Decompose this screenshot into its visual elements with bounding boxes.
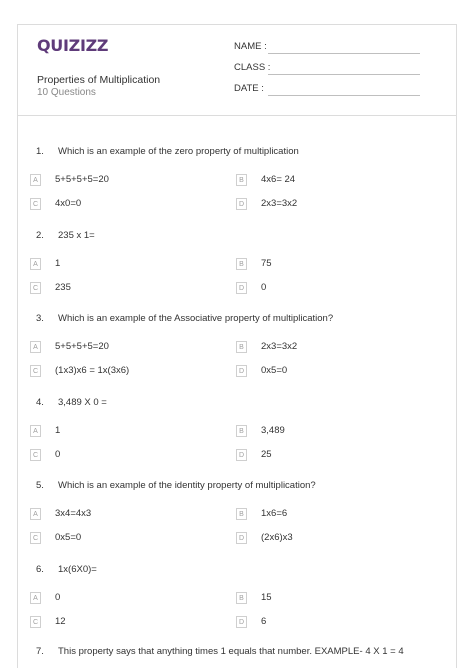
option-text: 15 bbox=[261, 592, 272, 603]
option-letter-box: A bbox=[30, 341, 41, 353]
option-letter-box: C bbox=[30, 365, 41, 377]
option-letter-box: D bbox=[236, 282, 247, 294]
option-letter-box: C bbox=[30, 532, 41, 544]
option-letter-box: D bbox=[236, 616, 247, 628]
option-text: 0 bbox=[261, 282, 267, 293]
option-text: 75 bbox=[261, 258, 272, 269]
option-letter-box: B bbox=[236, 592, 247, 604]
option-text: 12 bbox=[55, 616, 66, 627]
option-text: 25 bbox=[261, 449, 272, 460]
question-number: 1. bbox=[36, 146, 44, 157]
option-text: 3x4=4x3 bbox=[55, 508, 92, 519]
question-number: 2. bbox=[36, 230, 44, 241]
option-text: 235 bbox=[55, 282, 71, 293]
option-letter-box: A bbox=[30, 174, 41, 186]
question-text: 235 x 1= bbox=[58, 230, 95, 241]
option-letter-box: C bbox=[30, 282, 41, 294]
option-text: 0 bbox=[55, 449, 61, 460]
class-label: CLASS : bbox=[234, 62, 271, 73]
option-letter-box: B bbox=[236, 508, 247, 520]
option-text: (1x3)x6 = 1x(3x6) bbox=[55, 365, 130, 376]
question-text: 1x(6X0)= bbox=[58, 564, 97, 575]
option-letter-box: A bbox=[30, 258, 41, 270]
option-letter-box: A bbox=[30, 425, 41, 437]
option-text: 1x6=6 bbox=[261, 508, 288, 519]
date-line bbox=[268, 95, 420, 96]
question-text: Which is an example of the identity property of multiplication? bbox=[58, 480, 316, 491]
option-letter-box: C bbox=[30, 449, 41, 461]
option-letter-box: B bbox=[236, 258, 247, 270]
option-text: (2x6)x3 bbox=[261, 532, 293, 543]
date-label: DATE : bbox=[234, 83, 264, 94]
question-text: Which is an example of the Associative property of multiplication? bbox=[58, 313, 334, 324]
question-text: 3,489 X 0 = bbox=[58, 397, 107, 408]
option-letter-box: D bbox=[236, 532, 247, 544]
option-text: 4x6= 24 bbox=[261, 174, 296, 185]
option-text: 1 bbox=[55, 425, 61, 436]
option-letter-box: B bbox=[236, 341, 247, 353]
option-text: 3,489 bbox=[261, 425, 285, 436]
question-number: 6. bbox=[36, 564, 44, 575]
option-text: 5+5+5+5=20 bbox=[55, 341, 109, 352]
name-label: NAME : bbox=[234, 41, 267, 52]
option-letter-box: B bbox=[236, 174, 247, 186]
option-text: 4x0=0 bbox=[55, 198, 82, 209]
question-text: Which is an example of the zero property of multiplication bbox=[58, 146, 299, 157]
worksheet-title: Properties of Multiplication bbox=[37, 74, 161, 86]
option-letter-box: C bbox=[30, 198, 41, 210]
option-letter-box: D bbox=[236, 365, 247, 377]
option-text: 1 bbox=[55, 258, 61, 269]
quizizz-logo: QUIZIZZ bbox=[37, 36, 109, 55]
class-line bbox=[268, 74, 420, 75]
option-text: 0x5=0 bbox=[261, 365, 288, 376]
option-text: 0 bbox=[55, 592, 61, 603]
question-number: 4. bbox=[36, 397, 44, 408]
question-number: 3. bbox=[36, 313, 44, 324]
question-count: 10 Questions bbox=[37, 87, 96, 98]
question-number: 7. bbox=[36, 646, 44, 657]
option-text: 5+5+5+5=20 bbox=[55, 174, 109, 185]
option-text: 2x3=3x2 bbox=[261, 341, 298, 352]
option-text: 6 bbox=[261, 616, 267, 627]
option-letter-box: A bbox=[30, 508, 41, 520]
name-line bbox=[268, 53, 420, 54]
option-letter-box: A bbox=[30, 592, 41, 604]
option-text: 2x3=3x2 bbox=[261, 198, 298, 209]
option-text: 0x5=0 bbox=[55, 532, 82, 543]
question-number: 5. bbox=[36, 480, 44, 491]
option-letter-box: B bbox=[236, 425, 247, 437]
option-letter-box: D bbox=[236, 198, 247, 210]
option-letter-box: D bbox=[236, 449, 247, 461]
option-letter-box: C bbox=[30, 616, 41, 628]
question-text: This property says that anything times 1 equals that number. EXAMPLE- 4 X 1 = 4 bbox=[58, 646, 404, 657]
